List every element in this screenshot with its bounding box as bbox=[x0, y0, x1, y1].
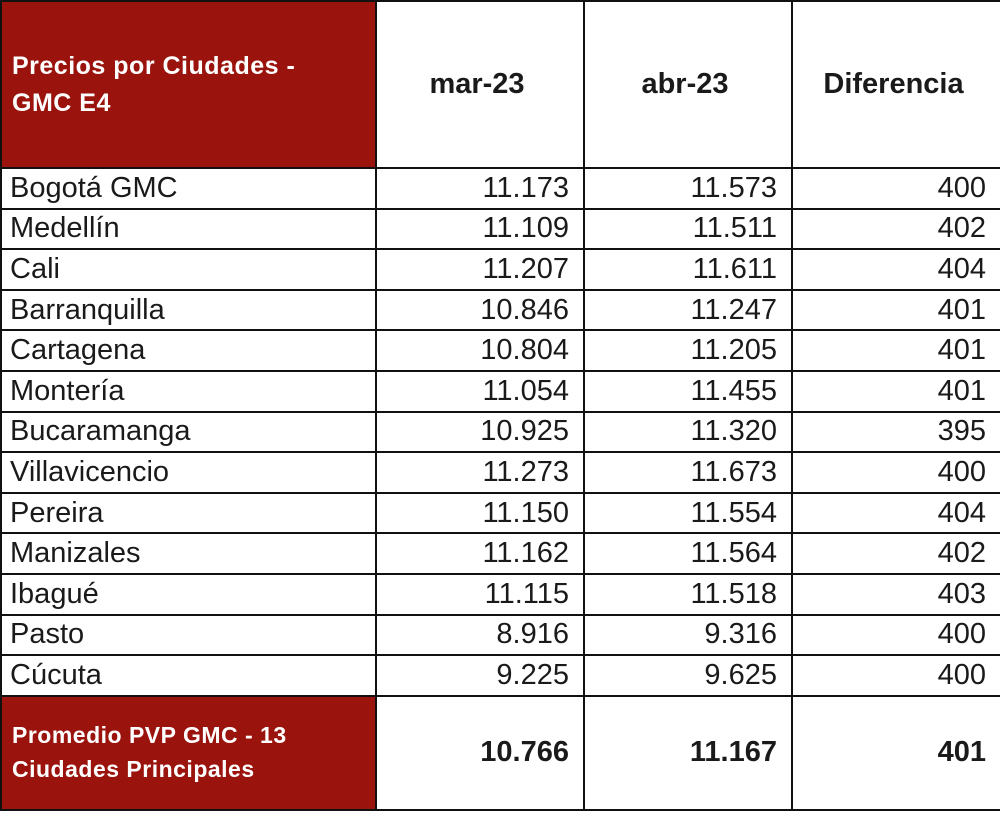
table-row bbox=[1, 574, 1000, 615]
diferencia-value-cell: 403 bbox=[792, 574, 1000, 615]
abr-value-cell: 11.564 bbox=[584, 533, 792, 574]
diferencia-value-cell: 400 bbox=[792, 452, 1000, 493]
mar-value-cell: 11.207 bbox=[376, 249, 584, 290]
abr-value-cell: 11.518 bbox=[584, 574, 792, 615]
average-diferencia-value: 401 bbox=[792, 696, 1000, 810]
average-row bbox=[1, 696, 1000, 810]
mar-value-cell: 10.925 bbox=[376, 412, 584, 453]
city-name-cell: Bogotá GMC bbox=[1, 168, 376, 209]
city-name-cell: Ibagué bbox=[1, 574, 376, 615]
diferencia-value-cell: 402 bbox=[792, 533, 1000, 574]
diferencia-value-cell: 402 bbox=[792, 209, 1000, 250]
abr-value-cell: 11.247 bbox=[584, 290, 792, 331]
city-name-cell: Barranquilla bbox=[1, 290, 376, 331]
table-title-cell: Precios por Ciudades - GMC E4 bbox=[1, 1, 376, 168]
average-abr-value: 11.167 bbox=[584, 696, 792, 810]
abr-value-cell: 11.573 bbox=[584, 168, 792, 209]
table-row bbox=[1, 330, 1000, 371]
city-name-cell: Cúcuta bbox=[1, 655, 376, 696]
table-row bbox=[1, 452, 1000, 493]
table-row bbox=[1, 249, 1000, 290]
mar-value-cell: 11.054 bbox=[376, 371, 584, 412]
table-row bbox=[1, 209, 1000, 250]
table-row bbox=[1, 290, 1000, 331]
mar-value-cell: 8.916 bbox=[376, 615, 584, 656]
city-name-cell: Medellín bbox=[1, 209, 376, 250]
table-header-row bbox=[1, 1, 1000, 168]
city-name-cell: Bucaramanga bbox=[1, 412, 376, 453]
city-name-cell: Manizales bbox=[1, 533, 376, 574]
city-name-cell: Cartagena bbox=[1, 330, 376, 371]
diferencia-value-cell: 401 bbox=[792, 330, 1000, 371]
mar-value-cell: 11.173 bbox=[376, 168, 584, 209]
diferencia-value-cell: 401 bbox=[792, 290, 1000, 331]
city-name-cell: Villavicencio bbox=[1, 452, 376, 493]
city-name-cell: Pasto bbox=[1, 615, 376, 656]
abr-value-cell: 11.455 bbox=[584, 371, 792, 412]
mar-value-cell: 11.150 bbox=[376, 493, 584, 534]
mar-value-cell: 11.109 bbox=[376, 209, 584, 250]
diferencia-value-cell: 395 bbox=[792, 412, 1000, 453]
table-row bbox=[1, 655, 1000, 696]
abr-value-cell: 11.320 bbox=[584, 412, 792, 453]
table-row bbox=[1, 168, 1000, 209]
table-row bbox=[1, 371, 1000, 412]
city-name-cell: Cali bbox=[1, 249, 376, 290]
table-row bbox=[1, 615, 1000, 656]
abr-value-cell: 11.511 bbox=[584, 209, 792, 250]
diferencia-value-cell: 400 bbox=[792, 655, 1000, 696]
abr-value-cell: 11.205 bbox=[584, 330, 792, 371]
average-label: Promedio PVP GMC - 13 Ciudades Principales bbox=[1, 696, 376, 810]
abr-value-cell: 11.611 bbox=[584, 249, 792, 290]
diferencia-value-cell: 400 bbox=[792, 168, 1000, 209]
table-row bbox=[1, 533, 1000, 574]
column-header-diferencia: Diferencia bbox=[792, 1, 1000, 168]
city-name-cell: Pereira bbox=[1, 493, 376, 534]
column-header-abr: abr-23 bbox=[584, 1, 792, 168]
abr-value-cell: 11.554 bbox=[584, 493, 792, 534]
diferencia-value-cell: 404 bbox=[792, 249, 1000, 290]
diferencia-value-cell: 404 bbox=[792, 493, 1000, 534]
abr-value-cell: 9.316 bbox=[584, 615, 792, 656]
mar-value-cell: 11.273 bbox=[376, 452, 584, 493]
column-header-mar: mar-23 bbox=[376, 1, 584, 168]
table-row bbox=[1, 412, 1000, 453]
mar-value-cell: 11.162 bbox=[376, 533, 584, 574]
mar-value-cell: 11.115 bbox=[376, 574, 584, 615]
mar-value-cell: 9.225 bbox=[376, 655, 584, 696]
abr-value-cell: 9.625 bbox=[584, 655, 792, 696]
mar-value-cell: 10.846 bbox=[376, 290, 584, 331]
diferencia-value-cell: 401 bbox=[792, 371, 1000, 412]
table-row bbox=[1, 493, 1000, 534]
diferencia-value-cell: 400 bbox=[792, 615, 1000, 656]
city-name-cell: Montería bbox=[1, 371, 376, 412]
average-mar-value: 10.766 bbox=[376, 696, 584, 810]
mar-value-cell: 10.804 bbox=[376, 330, 584, 371]
abr-value-cell: 11.673 bbox=[584, 452, 792, 493]
